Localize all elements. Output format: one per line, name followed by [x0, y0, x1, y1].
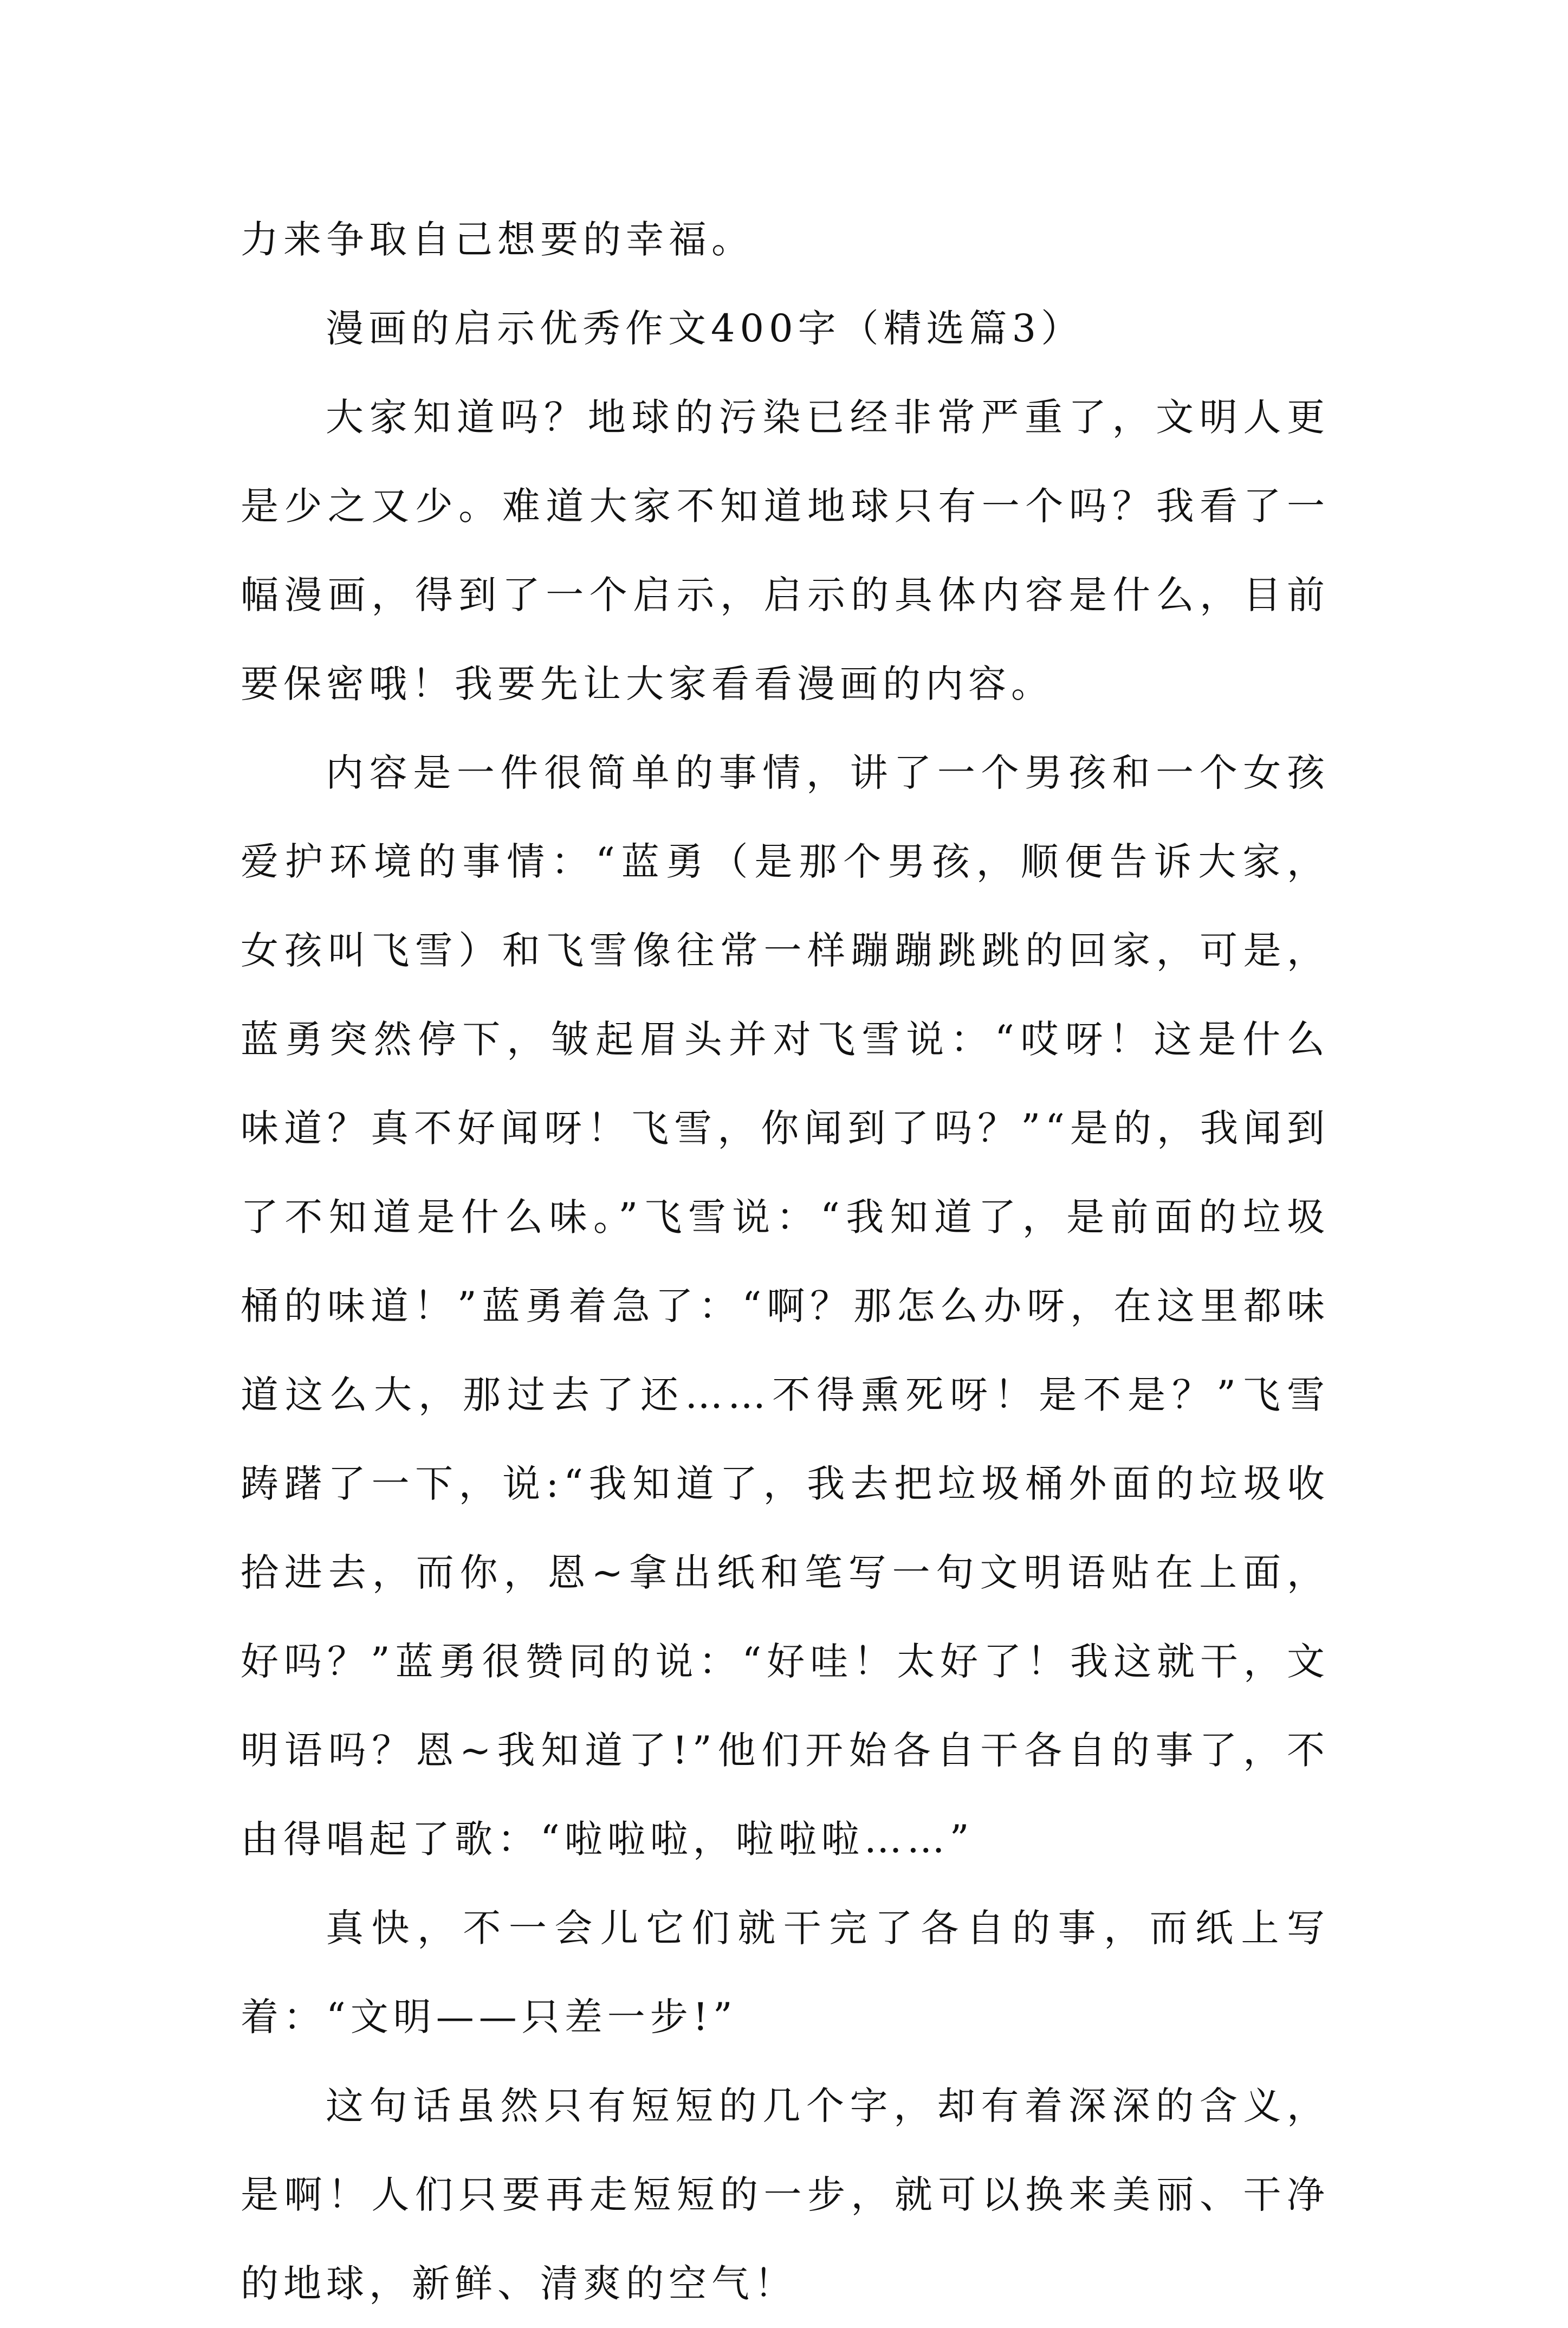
paragraph: 内容是一件很简单的事情，讲了一个男孩和一个女孩爱护环境的事情：“蓝勇（是那个男孩，顺便告诉大家，女孩叫飞雪）和飞雪像往常一样蹦蹦跳跳的回家，可是，蓝勇突然停下，皱起眉头并对飞雪说：“哎呀！这是什么味道？真不好闻呀！飞雪，你闻到了吗？”“是的，我闻到了不知道是什么味。”飞雪说：“我知道了，是前面的垃圾桶的味道！”蓝勇着急了：“啊？那怎么办呀，在这里都味道这么大，那过去了还……不得熏死呀！是不是？”飞雪踌躇了一下，说:“我知道了，我去把垃圾桶外面的垃圾收拾进去，而你，恩~拿出纸和笔写一句文明语贴在上面，好吗？”蓝勇很赞同的说：“好哇！太好了！我这就干，文明语吗？恩~我知道了!”他们开始各自干各自的事了，不由得唱起了歌：“啦啦啦，啦啦啦……”	[241, 751, 1330, 1861]
essay-heading: 漫画的启示优秀作文400字（精选篇3）	[326, 306, 1084, 351]
paragraph: 大家知道吗？地球的污染已经非常严重了，文明人更是少之又少。难道大家不知道地球只有一个吗？我看了一幅漫画，得到了一个启示，启示的具体内容是什么，目前要保密哦！我要先让大家看看漫画的内容。	[241, 395, 1330, 706]
document-body	[241, 195, 1330, 2328]
paragraph: 真快，不一会儿它们就干完了各自的事，而纸上写着：“文明——只差一步!”	[241, 1906, 1330, 2039]
paragraph-continuation: 力来争取自己想要的幸福。	[241, 217, 754, 262]
paragraph: 这句话虽然只有短短的几个字，却有着深深的含义，是啊！人们只要再走短短的一步，就可以换来美丽、干净的地球，新鲜、清爽的空气！	[241, 2084, 1330, 2306]
